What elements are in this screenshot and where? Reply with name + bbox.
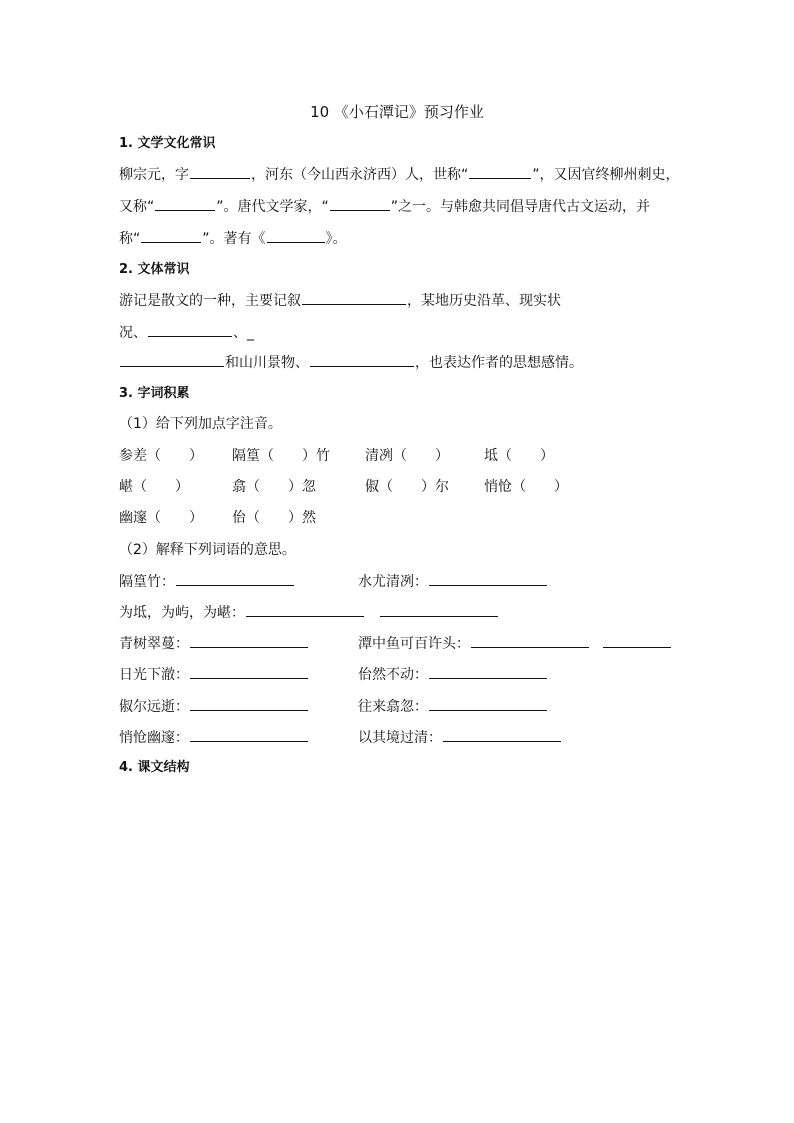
answer-blank[interactable] — [190, 727, 308, 742]
vocab-term: 为坻，为屿，为嵁： — [119, 605, 245, 621]
text-fragment: 柳宗元，字 — [119, 167, 189, 183]
text-fragment: ”。唐代文学家，“ — [216, 199, 329, 215]
blank-genre-2[interactable] — [148, 322, 232, 337]
subsection-1-label: （1）给下列加点字注音。 — [119, 416, 282, 432]
text-fragment: ，也表达作者的思想感情。 — [415, 355, 583, 371]
section-2-line-1 — [119, 290, 561, 311]
vocab-item — [119, 571, 295, 592]
vocab-item — [358, 633, 672, 654]
vocab-term: 往来翕忽： — [358, 699, 428, 715]
text-fragment: ”之一。与韩愈共同倡导唐代古文运动，并 — [390, 199, 651, 215]
vocab-term: 以其境过清： — [358, 730, 442, 746]
answer-blank[interactable] — [380, 602, 498, 617]
answer-blank[interactable] — [429, 571, 547, 586]
pinyin-item[interactable]: 隔篁（ ）竹 — [232, 448, 330, 464]
blank-genre-1[interactable] — [302, 290, 406, 305]
vocab-term: 水尤清冽： — [358, 574, 428, 590]
blank-genre-3[interactable] — [120, 352, 224, 367]
section-2-line-2 — [119, 322, 254, 343]
section-1-line-3 — [119, 228, 347, 249]
pinyin-item[interactable]: 嵁（ ） — [119, 479, 189, 495]
answer-blank[interactable] — [443, 727, 561, 742]
pinyin-item[interactable]: 清冽（ ） — [365, 448, 449, 464]
answer-blank[interactable] — [603, 633, 671, 648]
answer-blank[interactable] — [246, 602, 364, 617]
vocab-term: 佁然不动： — [358, 667, 428, 683]
vocab-item — [119, 664, 309, 685]
blank-title-2[interactable] — [155, 196, 215, 211]
blank-title-1[interactable] — [469, 164, 531, 179]
vocab-item — [119, 727, 309, 748]
text-fragment: 、_ — [233, 325, 254, 341]
blank-genre-4[interactable] — [310, 352, 414, 367]
section-1-heading: 1. 文学文化常识 — [119, 136, 216, 151]
pinyin-item[interactable]: 俶（ ）尔 — [365, 479, 449, 495]
pinyin-item[interactable]: 佁（ ）然 — [232, 510, 316, 526]
section-2-heading: 2. 文体常识 — [119, 262, 190, 277]
text-fragment: ”，又因官终柳州刺史， — [532, 167, 680, 183]
vocab-item — [119, 696, 309, 717]
section-1-line-1 — [119, 164, 680, 185]
vocab-item — [119, 633, 309, 654]
blank-group-name[interactable] — [330, 196, 390, 211]
subsection-2-label: （2）解释下列词语的意思。 — [119, 542, 296, 558]
answer-blank[interactable] — [471, 633, 589, 648]
vocab-item — [358, 696, 548, 717]
vocab-item — [358, 727, 562, 748]
vocab-term: 隔篁竹： — [119, 574, 175, 590]
vocab-item — [119, 602, 499, 623]
answer-blank[interactable] — [190, 696, 308, 711]
pinyin-item[interactable]: 坻（ ） — [484, 448, 554, 464]
text-fragment: ”。著有《 — [202, 231, 266, 247]
section-3-heading: 3. 字词积累 — [119, 386, 190, 401]
text-fragment: 游记是散文的一种，主要记叙 — [119, 293, 301, 309]
text-fragment: ，某地历史沿革、现实状 — [407, 293, 561, 309]
pinyin-item[interactable]: 翕（ ）忽 — [232, 479, 316, 495]
text-fragment: ，河东（今山西永济西）人，世称“ — [251, 167, 469, 183]
answer-blank[interactable] — [190, 664, 308, 679]
vocab-term: 俶尔远逝： — [119, 699, 189, 715]
blank-courtesy-name[interactable] — [190, 164, 250, 179]
pinyin-item[interactable]: 参差（ ） — [119, 448, 203, 464]
page-title: 10 《小石潭记》预习作业 — [310, 103, 484, 121]
vocab-term: 日光下澈： — [119, 667, 189, 683]
answer-blank[interactable] — [176, 571, 294, 586]
section-4-heading: 4. 课文结构 — [119, 760, 190, 775]
section-1-line-2 — [119, 196, 650, 217]
text-fragment: 》。 — [325, 231, 347, 247]
vocab-term: 潭中鱼可百许头： — [358, 636, 470, 652]
blank-book-title[interactable] — [267, 228, 325, 243]
blank-joint-title[interactable] — [141, 228, 201, 243]
vocab-term: 悄怆幽邃： — [119, 730, 189, 746]
pinyin-item[interactable]: 幽邃（ ） — [119, 510, 203, 526]
section-2-line-3 — [119, 352, 583, 373]
text-fragment: 称“ — [119, 231, 141, 247]
answer-blank[interactable] — [190, 633, 308, 648]
vocab-item — [358, 664, 548, 685]
pinyin-item[interactable]: 悄怆（ ） — [484, 479, 568, 495]
text-fragment: 又称“ — [119, 199, 155, 215]
answer-blank[interactable] — [429, 696, 547, 711]
text-fragment: 和山川景物、 — [225, 355, 309, 371]
answer-blank[interactable] — [429, 664, 547, 679]
vocab-item — [358, 571, 548, 592]
vocab-term: 青树翠蔓： — [119, 636, 189, 652]
text-fragment: 况、 — [119, 325, 147, 341]
